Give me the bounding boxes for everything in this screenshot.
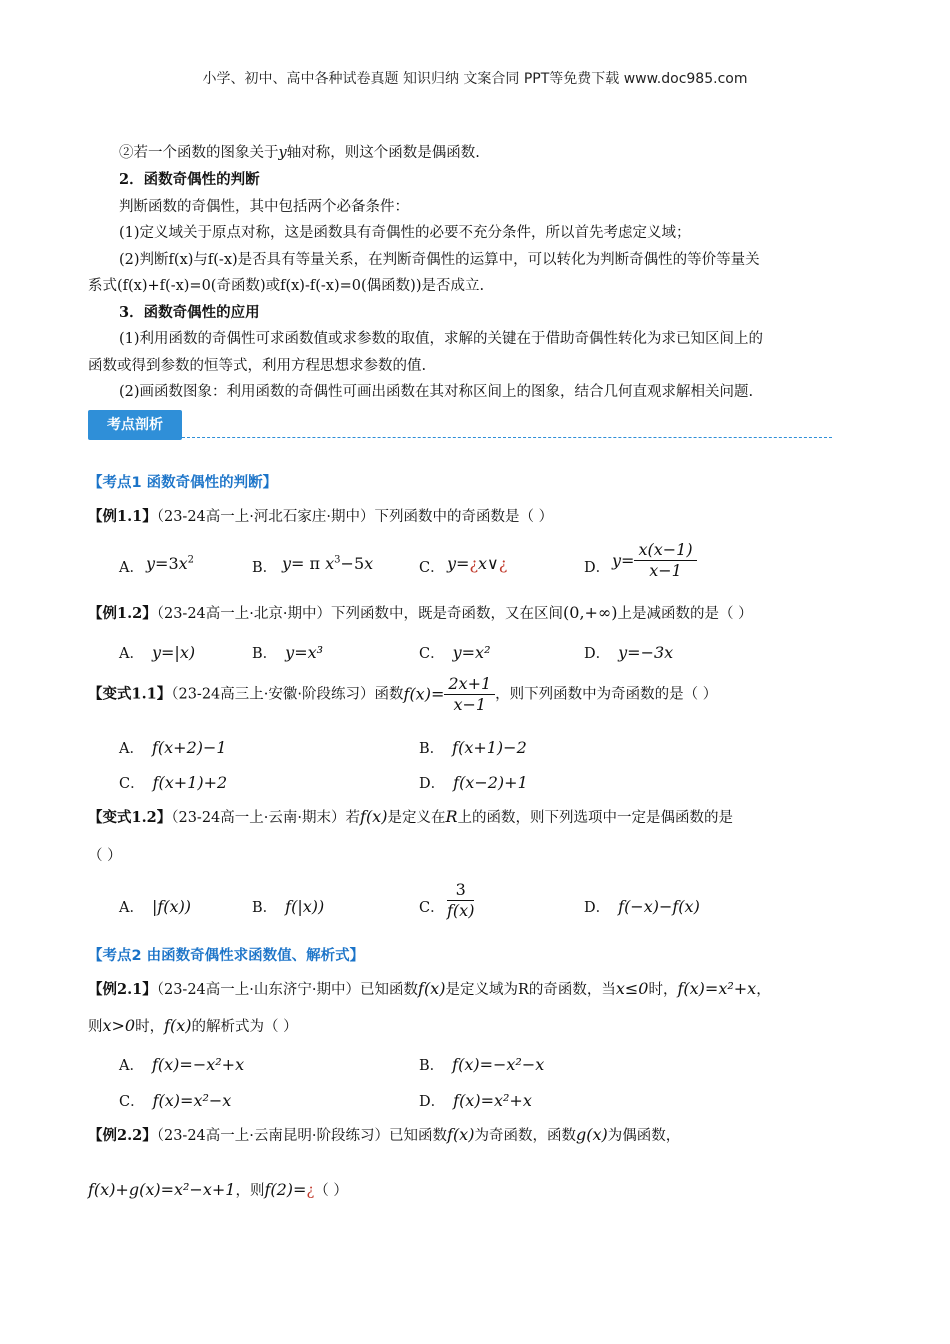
example-2-1-stem: 【例2.1】（23-24高一上·山东济宁·期中）已知函数f(x)是定义域为R的奇函数，当x≤0时，f(x)=x²+x， bbox=[88, 979, 771, 998]
example-1-2-option-d: D． y=−3x bbox=[584, 643, 674, 662]
kaodian-1-title: 【考点1 函数奇偶性的判断】 bbox=[88, 475, 278, 491]
example-1-1-option-a: A． bbox=[119, 560, 144, 576]
intro-p7: 函数或得到参数的恒等式，利用方程思想求参数的值. bbox=[88, 358, 427, 374]
example-2-2-stem: 【例2.2】（23-24高一上·云南昆明·阶段练习）已知函数f(x)为奇函数，函数g(x)为偶函数， bbox=[88, 1125, 681, 1144]
example-1-1-option-a-expr: $y=3x^2$ bbox=[146, 554, 195, 573]
example-2-1-line2: 则x>0时，f(x)的解析式为（ ） bbox=[88, 1016, 298, 1035]
intro-p6: (1)利用函数的奇偶性可求函数值或求参数的取值，求解的关键在于借助奇偶性转化为求已知区间上的 bbox=[119, 331, 764, 347]
example-1-1-option-b-expr: y= π $x^3-5x$ bbox=[282, 554, 374, 573]
page-header: 小学、初中、高中各种试卷真题 知识归纳 文案合同 PPT等免费下载 www.doc985.com bbox=[202, 71, 748, 87]
example-2-1-option-b: B． f(x)=−x²−x bbox=[419, 1055, 545, 1074]
example-1-1-stem: 【例1.1】（23-24高一上·河北石家庄·期中）下列函数中的奇函数是（ ） bbox=[88, 508, 554, 525]
example-2-1-option-c: C． f(x)=x²−x bbox=[119, 1091, 232, 1110]
example-1-2-stem: 【例1.2】（23-24高一上·北京·期中）下列函数中，既是奇函数，又在区间(0,+∞)上是减函数的是（ ） bbox=[88, 603, 753, 622]
example-1-1-option-d-expr: y= $\frac{x(x-1)}{x-1}$ bbox=[612, 540, 697, 581]
kaodian-2-title: 【考点2 由函数奇偶性求函数值、解析式】 bbox=[88, 948, 365, 964]
variant-1-2-option-d: D． f(−x)−f(x) bbox=[584, 897, 700, 916]
banner-divider bbox=[182, 437, 832, 438]
variant-1-2-option-c: C． bbox=[419, 900, 445, 916]
section-banner: 考点剖析 bbox=[88, 410, 182, 440]
intro-p4: (2)判断f(x)与f(-x)是否具有等量关系，在判断奇偶性的运算中，可以转化为判断奇偶性的等价等量关 bbox=[119, 252, 760, 268]
variant-1-2-paren: （ ） bbox=[88, 848, 122, 864]
intro-p5: 系式(f(x)+f(-x)=0(奇函数)或f(x)-f(-x)=0(偶函数))是否成立. bbox=[88, 278, 485, 294]
heading-2: 2．函数奇偶性的判断 bbox=[119, 171, 260, 188]
example-1-2-option-a: A． y=|x) bbox=[119, 643, 196, 662]
variant-1-2-option-b: B． f(|x)) bbox=[252, 897, 325, 916]
variant-1-1-option-b: B． f(x+1)−2 bbox=[419, 738, 527, 757]
example-1-1-option-c-expr: y=¿x∨¿ bbox=[447, 554, 508, 573]
example-1-1-option-d: D． bbox=[584, 560, 611, 576]
variant-1-2-option-c-expr: $\frac{3}{f(x)}$ bbox=[447, 880, 475, 920]
heading-3: 3．函数奇偶性的应用 bbox=[119, 304, 260, 321]
intro-p1: ②若一个函数的图象关于y轴对称，则这个函数是偶函数. bbox=[119, 145, 480, 161]
intro-p3: (1)定义域关于原点对称，这是函数具有奇偶性的必要不充分条件，所以首先考虑定义域； bbox=[119, 225, 691, 241]
variant-1-2-stem: 【变式1.2】（23-24高一上·云南·期末）若f(x)是定义在R上的函数，则下列选项中一定是偶函数的是 bbox=[88, 807, 733, 826]
example-2-1-option-d: D． f(x)=x²+x bbox=[419, 1091, 532, 1110]
variant-1-1-option-a: A． f(x+2)−1 bbox=[119, 738, 227, 757]
variant-1-1-option-c: C． f(x+1)+2 bbox=[119, 773, 228, 792]
example-1-1-option-c: C． bbox=[419, 560, 445, 576]
variant-1-2-option-a: A． |f(x)) bbox=[119, 897, 192, 916]
example-1-2-option-c: C． y=x² bbox=[419, 643, 491, 662]
example-1-2-option-b: B． y=x³ bbox=[252, 643, 324, 662]
intro-p2: 判断函数的奇偶性，其中包括两个必备条件： bbox=[119, 199, 409, 215]
example-2-1-option-a: A． f(x)=−x²+x bbox=[119, 1055, 245, 1074]
variant-1-1-option-d: D． f(x−2)+1 bbox=[419, 773, 528, 792]
example-2-2-line2: f(x)+g(x)=x²−x+1，则f(2)=¿（ ） bbox=[88, 1180, 348, 1199]
intro-p8: (2)画函数图象：利用函数的奇偶性可画出函数在其对称区间上的图象，结合几何直观求解相关问题. bbox=[119, 384, 754, 400]
variant-1-1-stem: 【变式1.1】（23-24高三上·安徽·阶段练习）函数f(x)= $\frac{2x+1}{x-1}$ ，则下列函数中为奇函数的是（ ） bbox=[88, 674, 718, 714]
example-1-1-option-b: B． bbox=[252, 560, 278, 576]
